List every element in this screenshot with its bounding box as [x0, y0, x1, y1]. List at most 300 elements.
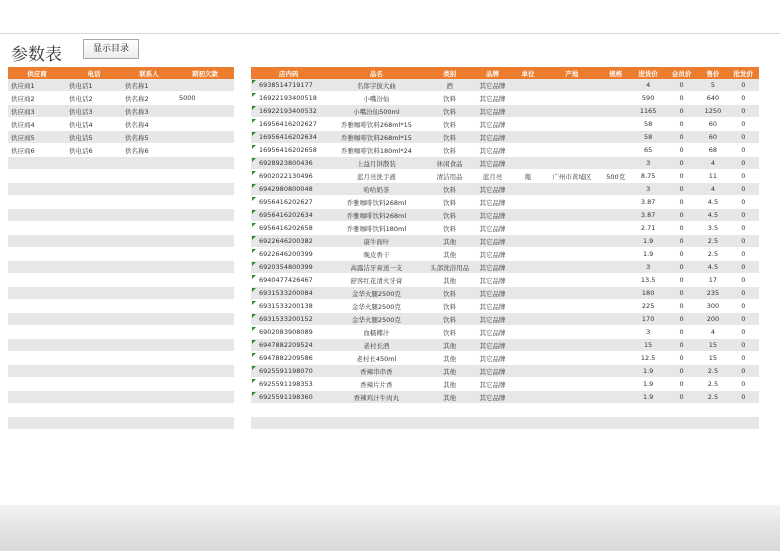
table-row[interactable] — [251, 79, 759, 92]
cell-empty[interactable] — [122, 274, 176, 287]
table-row[interactable] — [251, 92, 759, 105]
cell-member-price[interactable]: 0 — [665, 248, 698, 261]
cell-empty[interactable] — [122, 339, 176, 352]
cell-wholesale-price[interactable]: 0 — [728, 144, 759, 157]
cell-wholesale-price[interactable]: 0 — [728, 131, 759, 144]
cell-wholesale-price[interactable]: 0 — [728, 92, 759, 105]
table-row[interactable] — [8, 131, 234, 144]
cell-store-code[interactable]: 6931533200152 — [251, 313, 326, 326]
cell-unit[interactable] — [512, 352, 543, 365]
cell-spec[interactable] — [600, 79, 631, 92]
table-row-empty[interactable] — [8, 157, 234, 170]
table-row-empty[interactable] — [8, 183, 234, 196]
cell-empty[interactable] — [176, 170, 234, 183]
cell-empty[interactable] — [66, 235, 122, 248]
cell-empty[interactable] — [8, 352, 66, 365]
cell-sale-price[interactable]: 4 — [698, 157, 727, 170]
cell-member-price[interactable]: 0 — [665, 274, 698, 287]
cell-category[interactable]: 饮料 — [427, 131, 473, 144]
cell-empty[interactable] — [66, 261, 122, 274]
cell-empty[interactable] — [8, 157, 66, 170]
cell-unit[interactable] — [512, 391, 543, 404]
cell-member-price[interactable]: 0 — [665, 235, 698, 248]
cell-sale-price[interactable]: 4 — [698, 183, 727, 196]
table-row[interactable] — [251, 170, 759, 183]
cell-member-price[interactable]: 0 — [665, 209, 698, 222]
cell-origin[interactable] — [544, 144, 600, 157]
cell-store-code[interactable]: 16956416202627 — [251, 118, 326, 131]
cell-origin[interactable] — [544, 261, 600, 274]
cell-empty[interactable] — [176, 196, 234, 209]
cell-unit[interactable] — [512, 209, 543, 222]
cell-store-code[interactable]: 16956416202634 — [251, 131, 326, 144]
cell-empty[interactable] — [427, 404, 473, 417]
header-unit[interactable]: 单位 — [512, 67, 543, 79]
cell-origin[interactable] — [544, 365, 600, 378]
cell-origin[interactable] — [544, 92, 600, 105]
cell-empty[interactable] — [8, 235, 66, 248]
cell-phone[interactable]: 供电话4 — [66, 118, 122, 131]
cell-spec[interactable] — [600, 235, 631, 248]
header-brand[interactable]: 品牌 — [473, 67, 513, 79]
table-row[interactable] — [251, 261, 759, 274]
cell-empty[interactable] — [326, 430, 426, 443]
table-row[interactable] — [251, 105, 759, 118]
cell-empty[interactable] — [176, 378, 234, 391]
cell-brand[interactable]: 其它品牌 — [473, 183, 513, 196]
cell-empty[interactable] — [66, 222, 122, 235]
cell-contact[interactable]: 供名称6 — [122, 144, 176, 157]
cell-empty[interactable] — [8, 183, 66, 196]
table-row-empty[interactable] — [8, 352, 234, 365]
cell-empty[interactable] — [8, 196, 66, 209]
table-row-empty[interactable] — [8, 274, 234, 287]
cell-empty[interactable] — [122, 430, 176, 443]
cell-purchase-price[interactable]: 1165 — [631, 105, 664, 118]
cell-empty[interactable] — [66, 339, 122, 352]
cell-empty[interactable] — [8, 326, 66, 339]
cell-empty[interactable] — [122, 365, 176, 378]
cell-empty[interactable] — [600, 404, 631, 417]
cell-empty[interactable] — [176, 430, 234, 443]
table-row-empty[interactable] — [8, 209, 234, 222]
table-row[interactable] — [251, 391, 759, 404]
cell-product-name[interactable]: 蓝月亮洗手液 — [326, 170, 426, 183]
cell-spec[interactable] — [600, 157, 631, 170]
cell-empty[interactable] — [8, 391, 66, 404]
cell-purchase-price[interactable]: 1.9 — [631, 391, 664, 404]
cell-unit[interactable] — [512, 105, 543, 118]
cell-empty[interactable] — [176, 209, 234, 222]
cell-empty[interactable] — [122, 326, 176, 339]
cell-store-code[interactable]: 6922646200382 — [251, 235, 326, 248]
cell-spec[interactable] — [600, 365, 631, 378]
cell-purchase-price[interactable]: 58 — [631, 118, 664, 131]
cell-wholesale-price[interactable]: 0 — [728, 352, 759, 365]
cell-wholesale-price[interactable]: 0 — [728, 183, 759, 196]
cell-origin[interactable] — [544, 196, 600, 209]
cell-brand[interactable]: 其它品牌 — [473, 92, 513, 105]
cell-product-name[interactable]: 小嘴汾仙 — [326, 92, 426, 105]
cell-empty[interactable] — [66, 430, 122, 443]
cell-sale-price[interactable]: 300 — [698, 300, 727, 313]
cell-wholesale-price[interactable]: 0 — [728, 274, 759, 287]
cell-empty[interactable] — [66, 313, 122, 326]
cell-sale-price[interactable]: 11 — [698, 170, 727, 183]
cell-empty[interactable] — [8, 365, 66, 378]
cell-purchase-price[interactable]: 4 — [631, 79, 664, 92]
cell-empty[interactable] — [665, 430, 698, 443]
cell-store-code[interactable]: 6940477426467 — [251, 274, 326, 287]
cell-empty[interactable] — [66, 248, 122, 261]
cell-origin[interactable] — [544, 222, 600, 235]
cell-product-name[interactable]: 血糯椰汁 — [326, 326, 426, 339]
cell-empty[interactable] — [631, 404, 664, 417]
cell-store-code[interactable]: 6902083908089 — [251, 326, 326, 339]
cell-member-price[interactable]: 0 — [665, 183, 698, 196]
cell-empty[interactable] — [122, 378, 176, 391]
cell-category[interactable]: 饮料 — [427, 105, 473, 118]
cell-empty[interactable] — [251, 417, 326, 430]
table-row[interactable] — [8, 92, 234, 105]
cell-origin[interactable] — [544, 352, 600, 365]
table-row-empty[interactable] — [251, 430, 759, 443]
cell-spec[interactable] — [600, 118, 631, 131]
table-row[interactable] — [251, 365, 759, 378]
cell-sale-price[interactable]: 2.5 — [698, 235, 727, 248]
cell-unit[interactable] — [512, 248, 543, 261]
cell-phone[interactable]: 供电话3 — [66, 105, 122, 118]
cell-member-price[interactable]: 0 — [665, 170, 698, 183]
cell-empty[interactable] — [8, 404, 66, 417]
cell-empty[interactable] — [122, 248, 176, 261]
cell-spec[interactable] — [600, 339, 631, 352]
cell-store-code[interactable]: 6928923800436 — [251, 157, 326, 170]
cell-category[interactable]: 饮料 — [427, 183, 473, 196]
cell-supplier[interactable]: 供应商5 — [8, 131, 66, 144]
cell-purchase-price[interactable]: 1.9 — [631, 365, 664, 378]
cell-origin[interactable] — [544, 274, 600, 287]
cell-sale-price[interactable]: 17 — [698, 274, 727, 287]
cell-purchase-price[interactable]: 3 — [631, 326, 664, 339]
cell-empty[interactable] — [427, 430, 473, 443]
cell-store-code[interactable]: 16922193400532 — [251, 105, 326, 118]
cell-empty[interactable] — [122, 157, 176, 170]
cell-origin[interactable] — [544, 248, 600, 261]
cell-unit[interactable] — [512, 183, 543, 196]
cell-category[interactable]: 饮料 — [427, 92, 473, 105]
cell-spec[interactable] — [600, 287, 631, 300]
cell-sale-price[interactable]: 15 — [698, 352, 727, 365]
cell-store-code[interactable]: 6931533200138 — [251, 300, 326, 313]
cell-brand[interactable]: 其它品牌 — [473, 196, 513, 209]
cell-origin[interactable] — [544, 157, 600, 170]
header-opening-debt[interactable]: 期初欠款 — [176, 67, 234, 79]
cell-spec[interactable] — [600, 352, 631, 365]
cell-product-name[interactable]: 老村长酒 — [326, 339, 426, 352]
cell-brand[interactable]: 其它品牌 — [473, 144, 513, 157]
cell-empty[interactable] — [66, 352, 122, 365]
cell-brand[interactable]: 其它品牌 — [473, 339, 513, 352]
cell-purchase-price[interactable]: 58 — [631, 131, 664, 144]
cell-empty[interactable] — [251, 430, 326, 443]
cell-contact[interactable]: 供名称2 — [122, 92, 176, 105]
cell-empty[interactable] — [8, 287, 66, 300]
cell-brand[interactable]: 其它品牌 — [473, 287, 513, 300]
cell-empty[interactable] — [728, 404, 759, 417]
cell-category[interactable]: 其他 — [427, 339, 473, 352]
cell-member-price[interactable]: 0 — [665, 92, 698, 105]
cell-sale-price[interactable]: 4.5 — [698, 196, 727, 209]
cell-origin[interactable] — [544, 339, 600, 352]
cell-origin[interactable] — [544, 313, 600, 326]
cell-sale-price[interactable]: 235 — [698, 287, 727, 300]
cell-product-name[interactable]: 金华火腿2500克 — [326, 313, 426, 326]
cell-opening-debt[interactable] — [176, 131, 234, 144]
cell-empty[interactable] — [8, 339, 66, 352]
table-row[interactable] — [251, 248, 759, 261]
cell-supplier[interactable]: 供应商3 — [8, 105, 66, 118]
table-row[interactable] — [251, 326, 759, 339]
cell-empty[interactable] — [66, 326, 122, 339]
cell-purchase-price[interactable]: 2.71 — [631, 222, 664, 235]
cell-category[interactable]: 清洁用品 — [427, 170, 473, 183]
cell-origin[interactable] — [544, 183, 600, 196]
cell-empty[interactable] — [8, 274, 66, 287]
cell-sale-price[interactable]: 2.5 — [698, 391, 727, 404]
cell-member-price[interactable]: 0 — [665, 339, 698, 352]
cell-product-name[interactable]: 老村长450ml — [326, 352, 426, 365]
cell-empty[interactable] — [66, 417, 122, 430]
cell-category[interactable]: 其他 — [427, 378, 473, 391]
cell-opening-debt[interactable] — [176, 105, 234, 118]
cell-spec[interactable] — [600, 222, 631, 235]
cell-empty[interactable] — [122, 391, 176, 404]
cell-empty[interactable] — [665, 417, 698, 430]
cell-empty[interactable] — [728, 430, 759, 443]
cell-unit[interactable]: 瓶 — [512, 170, 543, 183]
header-phone[interactable]: 电话 — [66, 67, 122, 79]
cell-empty[interactable] — [512, 417, 543, 430]
cell-unit[interactable] — [512, 313, 543, 326]
cell-member-price[interactable]: 0 — [665, 326, 698, 339]
cell-store-code[interactable]: 6931533200084 — [251, 287, 326, 300]
table-row[interactable] — [251, 131, 759, 144]
cell-brand[interactable]: 其它品牌 — [473, 365, 513, 378]
cell-category[interactable]: 其他 — [427, 352, 473, 365]
cell-spec[interactable] — [600, 261, 631, 274]
table-row-empty[interactable] — [8, 170, 234, 183]
cell-purchase-price[interactable]: 1.9 — [631, 378, 664, 391]
cell-unit[interactable] — [512, 79, 543, 92]
cell-category[interactable]: 饮料 — [427, 209, 473, 222]
cell-empty[interactable] — [66, 300, 122, 313]
cell-brand[interactable]: 其它品牌 — [473, 274, 513, 287]
cell-member-price[interactable]: 0 — [665, 105, 698, 118]
cell-sale-price[interactable]: 200 — [698, 313, 727, 326]
cell-product-name[interactable]: 金华火腿2500克 — [326, 287, 426, 300]
cell-phone[interactable]: 供电话2 — [66, 92, 122, 105]
cell-store-code[interactable]: 6956416202658 — [251, 222, 326, 235]
cell-purchase-price[interactable]: 180 — [631, 287, 664, 300]
cell-product-name[interactable]: 金华火腿2500克 — [326, 300, 426, 313]
cell-wholesale-price[interactable]: 0 — [728, 209, 759, 222]
table-row-empty[interactable] — [8, 196, 234, 209]
cell-spec[interactable] — [600, 144, 631, 157]
table-row[interactable] — [251, 209, 759, 222]
cell-empty[interactable] — [473, 404, 513, 417]
cell-empty[interactable] — [8, 300, 66, 313]
cell-product-name[interactable]: 舒客红花清火牙膏 — [326, 274, 426, 287]
cell-empty[interactable] — [176, 222, 234, 235]
cell-category[interactable]: 其他 — [427, 274, 473, 287]
cell-origin[interactable] — [544, 105, 600, 118]
cell-spec[interactable] — [600, 92, 631, 105]
cell-empty[interactable] — [544, 417, 600, 430]
cell-spec[interactable] — [600, 131, 631, 144]
cell-empty[interactable] — [631, 430, 664, 443]
cell-product-name[interactable]: 名郎字拔大曲 — [326, 79, 426, 92]
cell-sale-price[interactable]: 2.5 — [698, 378, 727, 391]
cell-spec[interactable] — [600, 300, 631, 313]
cell-product-name[interactable]: 乔雅咖啡饮料268ml*15 — [326, 118, 426, 131]
table-row[interactable] — [251, 313, 759, 326]
cell-sale-price[interactable]: 2.5 — [698, 248, 727, 261]
cell-brand[interactable]: 其它品牌 — [473, 378, 513, 391]
cell-empty[interactable] — [66, 274, 122, 287]
cell-empty[interactable] — [512, 404, 543, 417]
cell-product-name[interactable]: 晚皮香干 — [326, 248, 426, 261]
cell-empty[interactable] — [8, 261, 66, 274]
cell-sale-price[interactable]: 640 — [698, 92, 727, 105]
cell-brand[interactable]: 其它品牌 — [473, 313, 513, 326]
cell-spec[interactable] — [600, 196, 631, 209]
header-origin[interactable]: 产地 — [544, 67, 600, 79]
cell-origin[interactable]: 广州市黄埔区 — [544, 170, 600, 183]
cell-origin[interactable] — [544, 209, 600, 222]
cell-spec[interactable] — [600, 326, 631, 339]
cell-brand[interactable]: 其它品牌 — [473, 79, 513, 92]
show-directory-button[interactable]: 显示目录 — [83, 39, 139, 59]
cell-empty[interactable] — [122, 287, 176, 300]
cell-member-price[interactable]: 0 — [665, 261, 698, 274]
cell-empty[interactable] — [66, 365, 122, 378]
cell-store-code[interactable]: 6902022130496 — [251, 170, 326, 183]
cell-unit[interactable] — [512, 144, 543, 157]
cell-spec[interactable] — [600, 274, 631, 287]
cell-category[interactable]: 饮料 — [427, 287, 473, 300]
cell-unit[interactable] — [512, 235, 543, 248]
cell-product-name[interactable]: 香辣鸡汁牛肉丸 — [326, 391, 426, 404]
cell-unit[interactable] — [512, 326, 543, 339]
cell-wholesale-price[interactable]: 0 — [728, 339, 759, 352]
cell-empty[interactable] — [8, 430, 66, 443]
cell-origin[interactable] — [544, 326, 600, 339]
cell-empty[interactable] — [176, 261, 234, 274]
cell-member-price[interactable]: 0 — [665, 378, 698, 391]
cell-spec[interactable] — [600, 313, 631, 326]
table-row[interactable] — [8, 105, 234, 118]
cell-brand[interactable]: 蓝月亮 — [473, 170, 513, 183]
cell-purchase-price[interactable]: 3.87 — [631, 196, 664, 209]
cell-opening-debt[interactable]: 5000 — [176, 92, 234, 105]
cell-member-price[interactable]: 0 — [665, 391, 698, 404]
cell-store-code[interactable]: 6956416202634 — [251, 209, 326, 222]
cell-category[interactable]: 饮料 — [427, 300, 473, 313]
cell-empty[interactable] — [122, 261, 176, 274]
cell-wholesale-price[interactable]: 0 — [728, 248, 759, 261]
cell-unit[interactable] — [512, 339, 543, 352]
cell-empty[interactable] — [66, 391, 122, 404]
cell-sale-price[interactable]: 1250 — [698, 105, 727, 118]
cell-brand[interactable]: 其它品牌 — [473, 209, 513, 222]
table-row[interactable] — [251, 144, 759, 157]
table-row[interactable] — [251, 300, 759, 313]
cell-supplier[interactable]: 供应商2 — [8, 92, 66, 105]
cell-unit[interactable] — [512, 261, 543, 274]
table-row[interactable] — [251, 352, 759, 365]
cell-origin[interactable] — [544, 300, 600, 313]
cell-purchase-price[interactable]: 8.75 — [631, 170, 664, 183]
cell-wholesale-price[interactable]: 0 — [728, 378, 759, 391]
cell-store-code[interactable]: 6925591198070 — [251, 365, 326, 378]
cell-empty[interactable] — [176, 157, 234, 170]
cell-phone[interactable]: 供电话5 — [66, 131, 122, 144]
cell-purchase-price[interactable]: 1.9 — [631, 235, 664, 248]
cell-empty[interactable] — [66, 404, 122, 417]
cell-empty[interactable] — [8, 313, 66, 326]
table-row[interactable] — [251, 287, 759, 300]
cell-purchase-price[interactable]: 1.9 — [631, 248, 664, 261]
cell-empty[interactable] — [176, 339, 234, 352]
cell-origin[interactable] — [544, 391, 600, 404]
cell-empty[interactable] — [251, 404, 326, 417]
cell-spec[interactable] — [600, 391, 631, 404]
cell-product-name[interactable]: 香辣串串香 — [326, 365, 426, 378]
cell-sale-price[interactable]: 3.5 — [698, 222, 727, 235]
header-category[interactable]: 类别 — [427, 67, 473, 79]
cell-category[interactable]: 饮料 — [427, 222, 473, 235]
header-product-name[interactable]: 品名 — [326, 67, 426, 79]
cell-purchase-price[interactable]: 590 — [631, 92, 664, 105]
table-row[interactable] — [251, 118, 759, 131]
table-row-empty[interactable] — [8, 365, 234, 378]
cell-contact[interactable]: 供名称4 — [122, 118, 176, 131]
cell-sale-price[interactable]: 15 — [698, 339, 727, 352]
cell-empty[interactable] — [122, 170, 176, 183]
cell-contact[interactable]: 供名称3 — [122, 105, 176, 118]
cell-empty[interactable] — [698, 404, 727, 417]
cell-product-name[interactable]: 康牛面叶 — [326, 235, 426, 248]
cell-empty[interactable] — [8, 209, 66, 222]
cell-brand[interactable]: 其它品牌 — [473, 248, 513, 261]
cell-purchase-price[interactable]: 3 — [631, 157, 664, 170]
table-row-empty[interactable] — [8, 248, 234, 261]
cell-member-price[interactable]: 0 — [665, 287, 698, 300]
cell-category[interactable]: 其他 — [427, 365, 473, 378]
cell-supplier[interactable]: 供应商6 — [8, 144, 66, 157]
table-row-empty[interactable] — [8, 404, 234, 417]
cell-empty[interactable] — [544, 430, 600, 443]
table-row[interactable] — [251, 339, 759, 352]
cell-store-code[interactable]: 6922646200399 — [251, 248, 326, 261]
cell-brand[interactable]: 其它品牌 — [473, 235, 513, 248]
cell-purchase-price[interactable]: 13.5 — [631, 274, 664, 287]
cell-origin[interactable] — [544, 131, 600, 144]
cell-opening-debt[interactable] — [176, 144, 234, 157]
cell-spec[interactable]: 500克 — [600, 170, 631, 183]
cell-unit[interactable] — [512, 131, 543, 144]
